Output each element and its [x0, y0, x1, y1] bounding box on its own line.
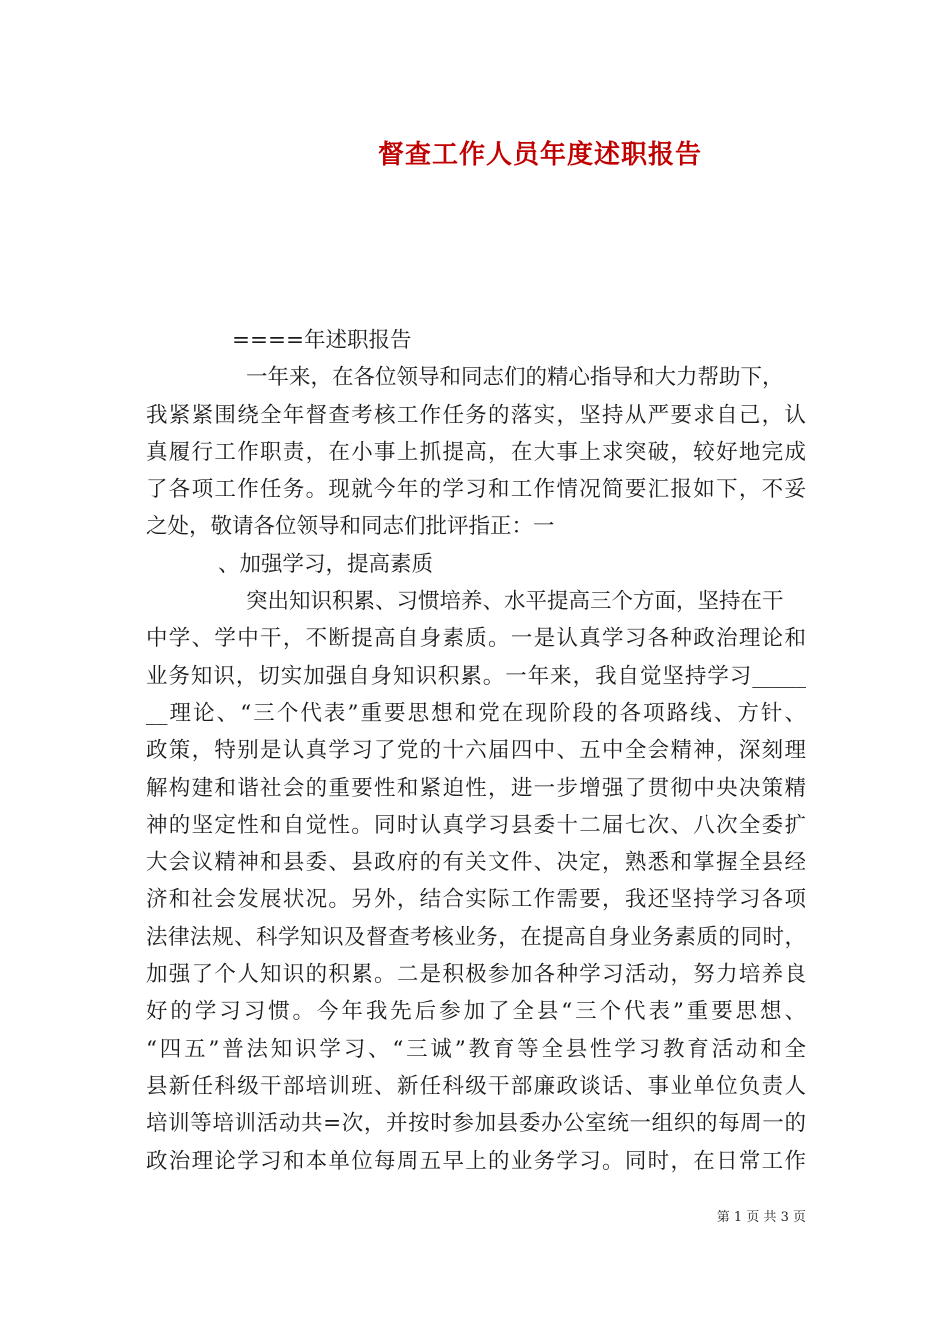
paragraph-line: 解构建和谐社会的重要性和紧迫性，进一步增强了贯彻中央决策精	[146, 775, 806, 801]
paragraph-line: 好的学习习惯。今年我先后参加了全县“三个代表”重要思想、	[146, 999, 806, 1025]
paragraph-line: 真履行工作职责，在小事上抓提高，在大事上求突破，较好地完成	[146, 439, 806, 465]
paragraph-line: 加强了个人知识的积累。二是积极参加各种学习活动，努力培养良	[146, 962, 806, 988]
paragraph-line: 法律法规、科学知识及督查考核业务，在提高自身业务素质的同时，	[146, 924, 806, 950]
paragraph-line: 一年来，在各位领导和同志们的精心指导和大力帮助下，	[246, 365, 784, 391]
paragraph-line: 了各项工作任务。现就今年的学习和工作情况简要汇报如下，不妥	[146, 477, 806, 503]
paragraph-line: 济和社会发展状况。另外，结合实际工作需要，我还坚持学习各项	[146, 887, 806, 913]
paragraph-line: 我紧紧围绕全年督查考核工作任务的落实，坚持从严要求自己，认	[146, 402, 806, 428]
report-subtitle: ====年述职报告	[232, 328, 412, 353]
paragraph-line: 政治理论学习和本单位每周五早上的业务学习。同时，在日常工作	[146, 1148, 806, 1174]
paragraph-line: __理论、“三个代表”重要思想和党在现阶段的各项路线、方针、	[146, 700, 806, 726]
document-body	[146, 322, 806, 1180]
paragraph-line: 之处，敬请各位领导和同志们批评指正：一	[146, 514, 555, 540]
paragraph-line: 业务知识，切实加强自身知识积累。一年来，我自觉坚持学习_____	[146, 663, 806, 689]
paragraph-line: 神的坚定性和自觉性。同时认真学习县委十二届七次、八次全委扩	[146, 812, 806, 838]
paragraph-line: 培训等培训活动共=次，并按时参加县委办公室统一组织的每周一的	[146, 1111, 806, 1137]
paragraph-line: 突出知识积累、习惯培养、水平提高三个方面，坚持在干	[246, 589, 784, 615]
paragraph-line: 中学、学中干，不断提高自身素质。一是认真学习各种政治理论和	[146, 626, 806, 652]
section-heading: 、加强学习，提高素质	[218, 551, 434, 577]
paragraph-line: 大会议精神和县委、县政府的有关文件、决定，熟悉和掌握全县经	[146, 850, 806, 876]
page-number: 第 1 页 共 3 页	[716, 1210, 806, 1225]
paragraph-line: 县新任科级干部培训班、新任科级干部廉政谈话、事业单位负责人	[146, 1073, 806, 1099]
paragraph-line: “四五”普法知识学习、“三诚”教育等全县性学习教育活动和全	[146, 1036, 806, 1062]
document-title: 督查工作人员年度述职报告	[377, 140, 702, 170]
paragraph-line: 政策，特别是认真学习了党的十六届四中、五中全会精神，深刻理	[146, 738, 806, 764]
